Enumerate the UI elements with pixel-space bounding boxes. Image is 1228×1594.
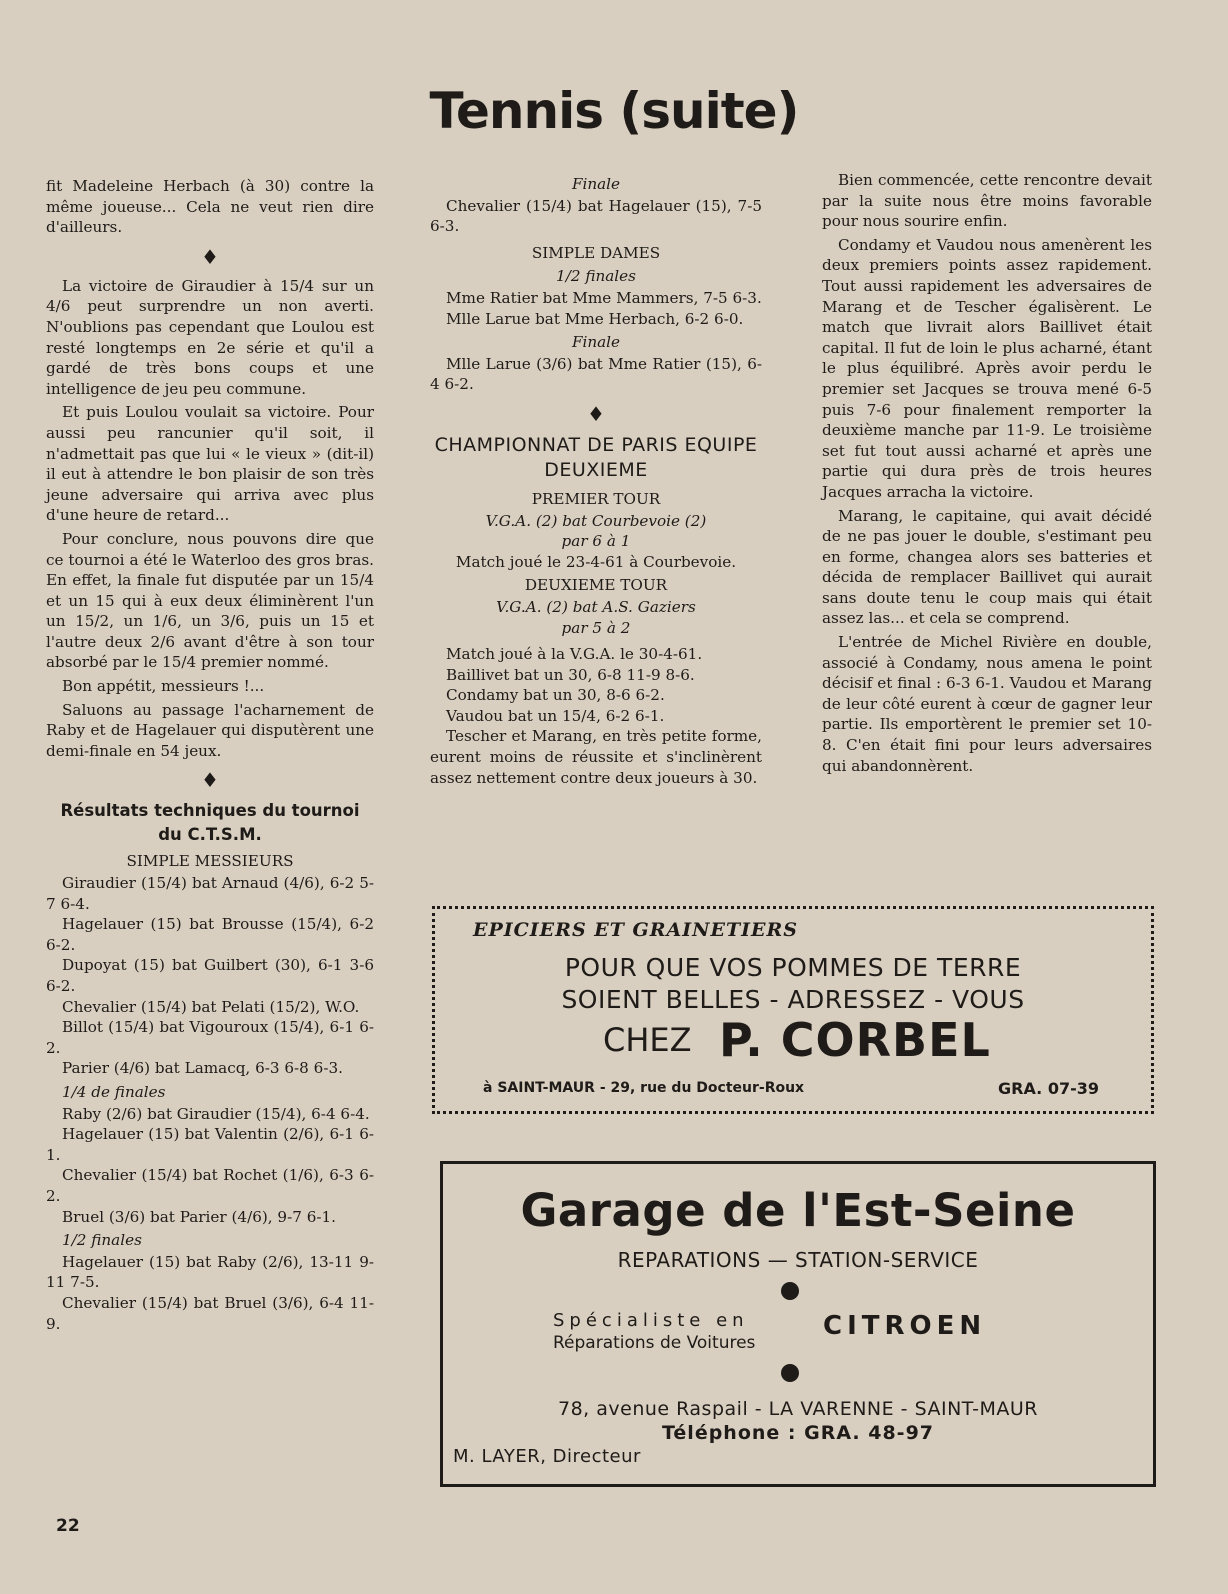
result-line: Baillivet bat un 30, 6-8 11-9 8-6. bbox=[446, 665, 695, 684]
ad-merchant-name: P. CORBEL bbox=[719, 1013, 991, 1067]
article-column-1 bbox=[46, 176, 374, 1334]
ad-address: 78, avenue Raspail - LA VARENNE - SAINT-MAUR bbox=[557, 1398, 1039, 1420]
result-line: Parier (4/6) bat Lamacq, 6-3 6-8 6-3. bbox=[62, 1059, 343, 1078]
paragraph: L'entrée de Michel Rivière en double, associé à Condamy, nous amena le point décisif et final : 6-3 6-1. Vaudou et Marang de leur côté eurent à cœur de gagner leur partie. Ils emportèrent le premier set 10-8. C'en était fini pour leurs adversaires qui abandonnèrent. bbox=[822, 633, 1152, 775]
diamond-separator-icon: ♦ bbox=[201, 244, 219, 269]
page-number: 22 bbox=[56, 1516, 80, 1536]
ad-phone: Téléphone : GRA. 48-97 bbox=[661, 1422, 935, 1444]
result-line: Chevalier (15/4) bat Hagelauer (15), 7-5 6-3. bbox=[430, 196, 762, 236]
championship-heading: CHAMPIONNAT DE PARIS EQUIPE DEUXIEME bbox=[434, 433, 758, 481]
ad-garage-title: Garage de l'Est-Seine bbox=[520, 1184, 1076, 1237]
ad-tagline: EPICIERS ET GRAINETIERS bbox=[473, 919, 799, 941]
result-line: Condamy bat un 30, 8-6 6-2. bbox=[446, 686, 665, 705]
result-line: Mme Ratier bat Mme Mammers, 7-5 6-3. bbox=[446, 288, 762, 307]
results-heading: Résultats techniques du tournoi du C.T.S.M. bbox=[60, 801, 360, 845]
paragraph: Condamy et Vaudou nous amenèrent les deux premiers points assez rapidement. Tout aussi rapidement les adversaires de Marang et de Tescher égalisèrent. Le match que livrait alors Baillivet était capital. Il fut de loin le plus acharné, étant le plus équilibré. Après avoir perdu le premier set Jacques se trouva mené 6-5 puis 7-6 pour finalement remporter la deuxième manche par 11-9. Le troisième set fut tout aussi acharné et après une partie qui dura près de trois heures Jacques arracha la victoire. bbox=[822, 235, 1152, 501]
match-score: par 6 à 1 bbox=[561, 532, 631, 551]
result-line: Billot (15/4) bat Vigouroux (15/4), 6-1 6-2. bbox=[46, 1018, 374, 1057]
paragraph: Bien commencée, cette rencontre devait par la suite nous être moins favorable pour nous sourire enfin. bbox=[822, 171, 1152, 231]
article-column-2 bbox=[430, 174, 762, 791]
result-line: Chevalier (15/4) bat Rochet (1/6), 6-3 6-2. bbox=[46, 1166, 374, 1205]
paragraph: Tescher et Marang, en très petite forme, eurent moins de réussite et s'inclinèrent assez nettement contre deux joueurs à 30. bbox=[430, 727, 762, 787]
paragraph: Bon appétit, messieurs !... bbox=[62, 677, 265, 696]
result-line: Bruel (3/6) bat Parier (4/6), 9-7 6-1. bbox=[62, 1207, 337, 1226]
article-column-3 bbox=[822, 170, 1152, 779]
match-result: V.G.A. (2) bat A.S. Gaziers bbox=[496, 597, 696, 616]
match-info: Match joué le 23-4-61 à Courbevoie. bbox=[455, 552, 737, 571]
diamond-separator-icon: ♦ bbox=[201, 768, 219, 793]
match-result: V.G.A. (2) bat Courbevoie (2) bbox=[485, 511, 707, 530]
section-label: SIMPLE DAMES bbox=[531, 243, 661, 262]
result-line: Mlle Larue bat Mme Herbach, 6-2 6-0. bbox=[446, 309, 744, 328]
section-label: PREMIER TOUR bbox=[531, 489, 661, 508]
result-line: Hagelauer (15) bat Raby (2/6), 13-11 9-11 7-5. bbox=[46, 1252, 374, 1292]
bullet-dot-icon bbox=[781, 1282, 799, 1300]
result-line: Hagelauer (15) bat Valentin (2/6), 6-1 6-1. bbox=[46, 1125, 374, 1164]
result-line: Giraudier (15/4) bat Arnaud (4/6), 6-2 5-7 6-4. bbox=[46, 874, 374, 913]
bullet-dot-icon bbox=[781, 1364, 799, 1382]
ad-slogan-line: SOIENT BELLES - ADRESSEZ - VOUS bbox=[561, 985, 1025, 1014]
paragraph: Saluons au passage l'acharnement de Raby et de Hagelauer qui disputèrent une demi-finale en 54 jeux. bbox=[46, 700, 374, 760]
round-label: Finale bbox=[571, 175, 621, 193]
round-label: Finale bbox=[571, 333, 621, 352]
paragraph: Marang, le capitaine, qui avait décidé de ne pas jouer le double, s'estimant peu en forme, changea alors ses batteries et décida de remplacer Baillivet qui aurait sans doute tenu le coup mais qui était assez las... et cela se comprend. bbox=[822, 506, 1152, 628]
section-label: DEUXIEME TOUR bbox=[524, 576, 668, 595]
result-line: Match joué à la V.G.A. le 30-4-61. bbox=[446, 645, 703, 664]
section-label: SIMPLE MESSIEURS bbox=[126, 852, 294, 871]
result-line: Vaudou bat un 15/4, 6-2 6-1. bbox=[446, 706, 665, 725]
ad-address: à SAINT-MAUR - 29, rue du Docteur-Roux bbox=[483, 1080, 805, 1096]
ad-services: REPARATIONS — STATION-SERVICE bbox=[617, 1248, 979, 1272]
result-line: Raby (2/6) bat Giraudier (15/4), 6-4 6-4. bbox=[62, 1104, 370, 1123]
ad-specialist: Spécialiste en bbox=[553, 1310, 749, 1331]
paragraph: Et puis Loulou voulait sa victoire. Pour aussi peu rancunier qu'il soit, il n'admettait pas que lui « le vieux » (dit-il) il eut à attendre le bon plaisir de son très jeune adversaire qui arriva avec plus d'une heure de retard... bbox=[46, 403, 374, 525]
round-label: 1/2 finales bbox=[62, 1231, 142, 1250]
result-line: Hagelauer (15) bat Brousse (15/4), 6-2 6-2. bbox=[46, 915, 374, 954]
paragraph: La victoire de Giraudier à 15/4 sur un 4/6 peut surprendre un non averti. N'oublions pas cependant que Loulou est resté longtemps en 2e série et qu'il a gardé de très bons coups et une intelligence de jeu peu commune. bbox=[46, 276, 374, 398]
ad-slogan-line: POUR QUE VOS POMMES DE TERRE bbox=[564, 953, 1022, 982]
round-label: 1/4 de finales bbox=[62, 1082, 166, 1101]
paragraph: fit Madeleine Herbach (à 30) contre la même joueuse... Cela ne veut rien dire d'ailleurs. bbox=[46, 177, 374, 237]
page-title: Tennis (suite) bbox=[429, 82, 799, 140]
advertisement-corbel bbox=[432, 906, 1154, 1114]
ad-brand: CITROEN bbox=[823, 1311, 987, 1341]
ad-repairs: Réparations de Voitures bbox=[553, 1333, 756, 1353]
advertisement-garage bbox=[440, 1161, 1156, 1487]
result-line: Dupoyat (15) bat Guilbert (30), 6-1 3-6 6-2. bbox=[46, 956, 374, 995]
match-score: par 5 à 2 bbox=[561, 618, 631, 637]
paragraph: Pour conclure, nous pouvons dire que ce tournoi a été le Waterloo des gros bras. En effet, la finale fut disputée par un 15/4 et un 15 qui à eux deux éliminèrent l'un un 15/2, un 1/6, un 3/6, puis un 15 et l'autre deux 2/6 avant d'être à son tour absorbé par le 15/4 premier nommé. bbox=[46, 529, 374, 672]
ad-chez: CHEZ bbox=[603, 1021, 692, 1059]
round-label: 1/2 finales bbox=[556, 267, 636, 286]
ad-phone: GRA. 07-39 bbox=[998, 1079, 1099, 1098]
diamond-separator-icon: ♦ bbox=[587, 401, 605, 426]
results-list bbox=[46, 873, 374, 1334]
ad-director: M. LAYER, Directeur bbox=[453, 1446, 641, 1467]
result-line: Chevalier (15/4) bat Bruel (3/6), 6-4 11-9. bbox=[46, 1293, 374, 1333]
result-line: Chevalier (15/4) bat Pelati (15/2), W.O. bbox=[62, 997, 360, 1016]
result-line: Mlle Larue (3/6) bat Mme Ratier (15), 6-4 6-2. bbox=[430, 354, 762, 394]
